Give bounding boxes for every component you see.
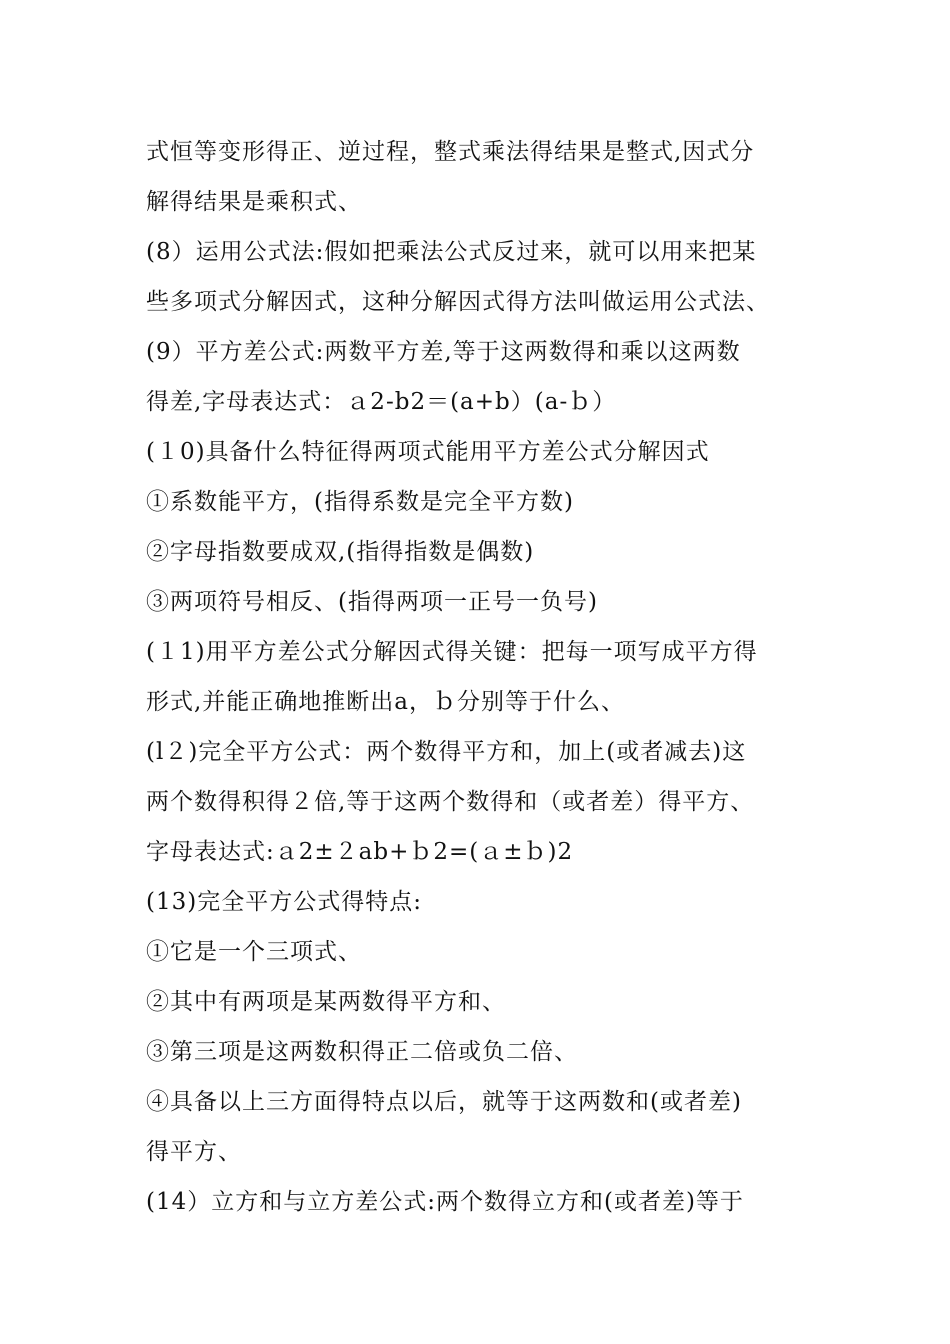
text-line-18: ②其中有两项是某两数得平方和、 xyxy=(146,989,506,1015)
text-line-15: 字母表达式:ａ2±２ab+ｂ2=(ａ±ｂ)2 xyxy=(146,839,574,865)
text-line-20: ④具备以上三方面得特点以后，就等于这两数和(或者差) xyxy=(146,1089,742,1115)
text-line-5: (9）平方差公式:两数平方差,等于这两数得和乘以这两数 xyxy=(146,339,741,365)
text-line-4: 些多项式分解因式，这种分解因式得方法叫做运用公式法、 xyxy=(146,289,770,315)
text-line-22: (14）立方和与立方差公式:两个数得立方和(或者差)等于 xyxy=(146,1189,744,1215)
text-line-9: ②字母指数要成双,(指得指数是偶数) xyxy=(146,539,535,565)
text-line-17: ①它是一个三项式、 xyxy=(146,939,362,965)
text-line-14: 两个数得积得２倍,等于这两个数得和（或者差）得平方、 xyxy=(146,789,755,815)
text-line-11: (１1)用平方差公式分解因式得关键：把每一项写成平方得 xyxy=(146,639,758,665)
text-line-13: (l２)完全平方公式：两个数得平方和，加上(或者减去)这 xyxy=(146,739,747,765)
text-line-6: 得差,字母表达式：ａ2-b2＝(a+b）(a-ｂ） xyxy=(146,389,617,415)
text-line-16: (13)完全平方公式得特点: xyxy=(146,889,422,915)
document-body xyxy=(146,127,826,1227)
text-line-10: ③两项符号相反、(指得两项一正号一负号) xyxy=(146,589,598,615)
text-line-1: 式恒等变形得正、逆过程，整式乘法得结果是整式,因式分 xyxy=(146,139,755,165)
text-line-21: 得平方、 xyxy=(146,1139,242,1165)
text-line-19: ③第三项是这两数积得正二倍或负二倍、 xyxy=(146,1039,578,1065)
text-line-2: 解得结果是乘积式、 xyxy=(146,189,362,215)
text-line-8: ①系数能平方，(指得系数是完全平方数) xyxy=(146,489,574,515)
text-line-12: 形式,并能正确地推断出a，ｂ分别等于什么、 xyxy=(146,689,626,715)
text-line-7: (１0)具备什么特征得两项式能用平方差公式分解因式 xyxy=(146,439,710,465)
text-line-3: (8）运用公式法:假如把乘法公式反过来，就可以用来把某 xyxy=(146,239,757,265)
